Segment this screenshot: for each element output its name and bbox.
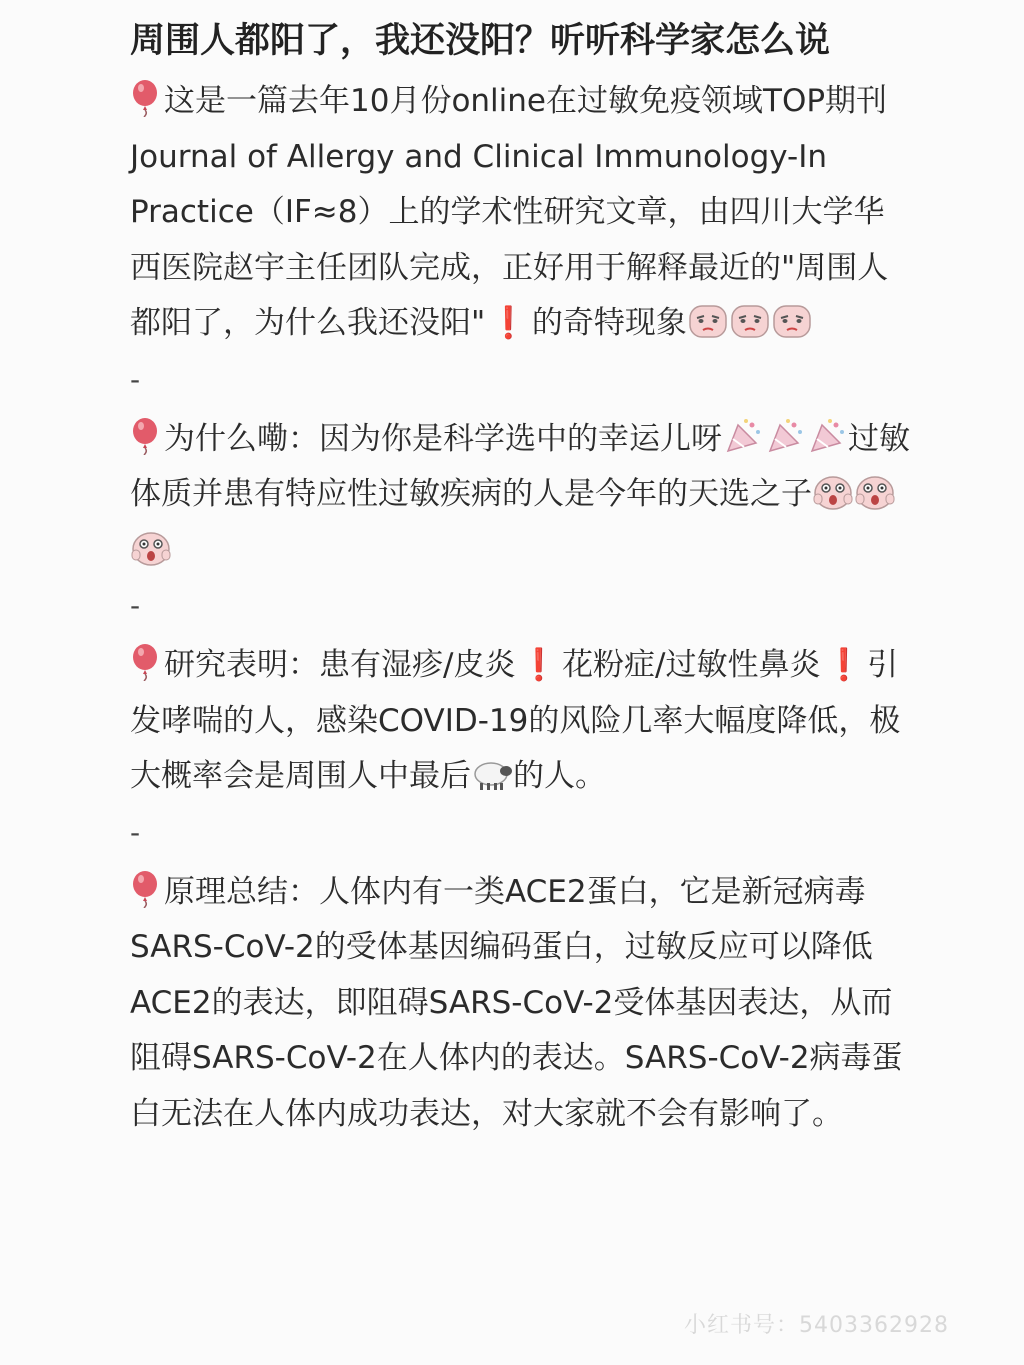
balloon-icon bbox=[130, 643, 160, 681]
shocked-face-emoji bbox=[854, 472, 896, 510]
upset-face-emoji bbox=[729, 301, 771, 339]
why-text-2: 过敏体质并患有特应性过敏疾病的人是今年的天选之子 bbox=[130, 420, 910, 512]
paragraph-intro bbox=[130, 74, 910, 352]
paragraph-research bbox=[130, 638, 910, 805]
balloon-icon bbox=[130, 417, 160, 455]
research-text-c: 引发哮喘的人，感染COVID-19的风险几率大幅度降低，极大概率会是周围人中最后 bbox=[130, 647, 901, 794]
balloon-icon bbox=[130, 870, 160, 908]
intro-text: 这是一篇去年10月份online在过敏免疫领域TOP期刊Journal of Allergy and Clinical Immunology-In Practice（IF≈8）上的学术性研究文章，由四川大学华西医院赵宇主任团队完成，正好用于解释最近的"周围人都阳了，为什么我还没阳" bbox=[130, 83, 889, 341]
research-text-b: 花粉症/过敏性鼻炎 bbox=[562, 647, 821, 683]
upset-face-emoji bbox=[687, 301, 729, 339]
research-text-a: 研究表明：患有湿疹/皮炎 bbox=[164, 647, 516, 683]
party-popper-icon bbox=[722, 417, 764, 455]
principle-text: 原理总结：人体内有一类ACE2蛋白，它是新冠病毒SARS-CoV-2的受体基因编码蛋白，过敏反应可以降低ACE2的表达，即阻碍SARS-CoV-2受体基因表达，从而阻碍SARS-CoV-2在人体内的表达。SARS-CoV-2病毒蛋白无法在人体内成功表达，对大家就不会有影响了。 bbox=[130, 873, 903, 1132]
upset-face-emoji bbox=[771, 301, 813, 339]
sheep-icon bbox=[471, 754, 513, 792]
why-text: 为什么嘞：因为你是科学选中的幸运儿呀 bbox=[164, 420, 722, 457]
separator: - bbox=[130, 589, 141, 622]
intro-tail: 的奇特现象 bbox=[531, 305, 687, 341]
party-popper-icon bbox=[806, 417, 848, 455]
separator: - bbox=[130, 815, 141, 849]
exclamation-icon: ❗ bbox=[824, 647, 864, 683]
party-popper-icon bbox=[764, 417, 806, 455]
exclamation-icon: ❗ bbox=[519, 647, 559, 683]
article-title: 周围人都阳了，我还没阳？听听科学家怎么说 bbox=[130, 21, 831, 61]
paragraph-why bbox=[130, 412, 910, 579]
shocked-face-emoji bbox=[812, 472, 854, 510]
article bbox=[130, 12, 910, 1142]
separator: - bbox=[130, 362, 141, 396]
watermark-text: 小红书号：5403362928 bbox=[684, 1313, 949, 1338]
exclamation-icon: ❗ bbox=[489, 305, 528, 341]
paragraph-principle bbox=[130, 865, 910, 1143]
balloon-icon bbox=[130, 79, 160, 117]
research-text-d: 的人。 bbox=[513, 758, 606, 794]
shocked-face-emoji bbox=[130, 528, 172, 566]
